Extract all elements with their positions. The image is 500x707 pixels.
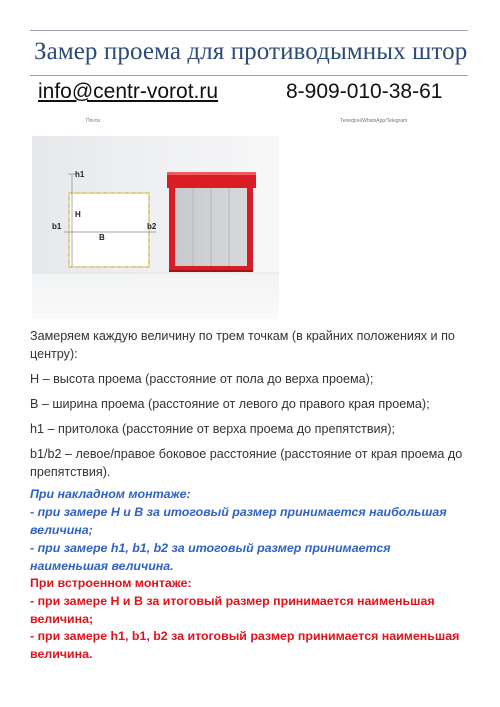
builtin-mount-heading: При встроенном монтаже: bbox=[30, 576, 192, 590]
intro-text: Замеряем каждую величину по трем точкам (в крайних положениях и по центру): bbox=[30, 329, 455, 361]
title-divider bbox=[30, 75, 468, 76]
smoke-curtain bbox=[167, 172, 256, 272]
top-divider bbox=[30, 30, 468, 31]
email-link[interactable]: info@centr-vorot.ru bbox=[38, 80, 219, 103]
phone-caption: Телефон/WhatsApp/Telegram bbox=[340, 118, 408, 124]
definition-b: B – ширина проема (расстояние от левого до правого края проема); bbox=[30, 397, 430, 411]
builtin-mount-rule-2: - при замере h1, b1, b2 за итоговый размер принимается наименьшая величина. bbox=[30, 629, 460, 661]
label-b: B bbox=[99, 233, 105, 242]
floor bbox=[32, 273, 279, 319]
opening-measurement-illustration bbox=[32, 136, 279, 319]
overlay-mount-rule-2: - при замере h1, b1, b2 за итоговый размер принимается наименьшая величина. bbox=[30, 541, 391, 573]
definition-h: H – высота проема (расстояние от пола до верха проема); bbox=[30, 372, 374, 386]
label-b1: b1 bbox=[52, 222, 62, 231]
definition-h1: h1 – притолока (расстояние от верха проема до препятствия); bbox=[30, 422, 396, 436]
label-h1: h1 bbox=[75, 170, 85, 179]
wall-opening bbox=[69, 193, 149, 267]
page-title: Замер проема для противодымных штор bbox=[34, 38, 468, 65]
label-h: H bbox=[75, 210, 81, 219]
overlay-mount-rule-1: - при замере H и B за итоговый размер принимается наибольшая величина; bbox=[30, 505, 447, 537]
phone-number: 8-909-010-38-61 bbox=[286, 80, 443, 103]
overlay-mount-heading: При накладном монтаже: bbox=[30, 487, 191, 501]
builtin-mount-rule-1: - при замере H и B за итоговый размер принимается наименьшая величина; bbox=[30, 594, 435, 626]
email-caption: Почта bbox=[86, 118, 100, 124]
label-b2: b2 bbox=[147, 222, 157, 231]
definition-b1-b2: b1/b2 – левое/правое боковое расстояние (расстояние от края проема до препятствия). bbox=[30, 447, 463, 479]
